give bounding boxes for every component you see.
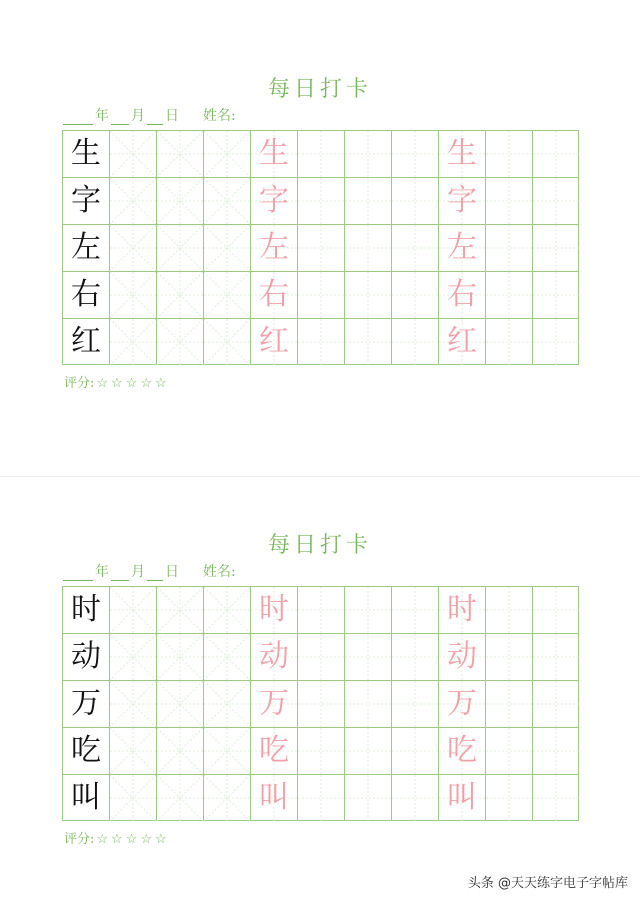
grid-cell[interactable]: [532, 177, 579, 224]
grid-cell: [62, 727, 109, 774]
grid-cell[interactable]: [391, 318, 438, 365]
model-character: 左: [71, 230, 101, 265]
grid-cell[interactable]: [297, 271, 344, 318]
grid-row: [62, 727, 582, 774]
trace-character: 万: [259, 686, 289, 721]
grid-row: [62, 177, 582, 224]
guide-lines: [486, 178, 532, 224]
practice-sheet-2: [0, 456, 640, 906]
guide-lines: [345, 775, 391, 821]
trace-character: 字: [259, 183, 289, 218]
grid-cell[interactable]: [391, 633, 438, 680]
grid-cell[interactable]: [532, 318, 579, 365]
guide-lines: [298, 272, 344, 318]
grid-cell[interactable]: [438, 271, 485, 318]
practice-grid: [62, 586, 582, 822]
guide-lines: [204, 225, 250, 271]
grid-cell[interactable]: [344, 586, 391, 633]
year-label: 年: [95, 564, 109, 580]
score-line: [64, 372, 170, 391]
guide-lines: [110, 587, 156, 633]
grid-cell: [62, 224, 109, 271]
grid-cell[interactable]: [203, 130, 250, 177]
sheet-title: 每日打卡: [267, 533, 372, 558]
grid-cell[interactable]: [203, 586, 250, 633]
grid-cell[interactable]: [391, 774, 438, 821]
grid-cell[interactable]: [344, 774, 391, 821]
grid-cell[interactable]: [109, 727, 156, 774]
grid-cell[interactable]: [532, 224, 579, 271]
grid-cell[interactable]: [297, 727, 344, 774]
grid-cell[interactable]: [156, 727, 203, 774]
guide-lines: [110, 131, 156, 177]
grid-cell[interactable]: [485, 727, 532, 774]
grid-row: [62, 633, 582, 680]
guide-lines: [533, 319, 579, 365]
grid-cell[interactable]: [344, 177, 391, 224]
grid-cell[interactable]: [203, 271, 250, 318]
guide-lines: [157, 272, 203, 318]
grid-cell[interactable]: [156, 318, 203, 365]
trace-character: 万: [447, 686, 477, 721]
grid-cell[interactable]: [156, 130, 203, 177]
grid-cell[interactable]: [250, 774, 297, 821]
grid-cell[interactable]: [485, 130, 532, 177]
guide-lines: [533, 587, 579, 633]
grid-cell[interactable]: [344, 130, 391, 177]
guide-lines: [298, 681, 344, 727]
grid-cell[interactable]: [156, 177, 203, 224]
watermark: 头条 @天天练字电子字帖库: [467, 876, 628, 891]
guide-lines: [533, 225, 579, 271]
grid-cell[interactable]: [250, 271, 297, 318]
grid-cell[interactable]: [391, 727, 438, 774]
grid-cell[interactable]: [297, 177, 344, 224]
grid-cell[interactable]: [156, 633, 203, 680]
guide-lines: [392, 225, 438, 271]
guide-lines: [157, 225, 203, 271]
guide-lines: [533, 178, 579, 224]
guide-lines: [345, 225, 391, 271]
guide-lines: [110, 775, 156, 821]
model-character: 吃: [71, 733, 101, 768]
trace-character: 生: [447, 136, 477, 171]
practice-sheet-1: [0, 0, 640, 450]
grid-cell[interactable]: [391, 680, 438, 727]
guide-lines: [157, 319, 203, 365]
grid-cell[interactable]: [485, 271, 532, 318]
guide-lines: [392, 775, 438, 821]
trace-character: 红: [259, 324, 289, 359]
guide-lines: [486, 319, 532, 365]
month-blank[interactable]: [111, 566, 129, 581]
model-character: 动: [71, 639, 101, 674]
grid-cell[interactable]: [485, 177, 532, 224]
day-label: 日: [165, 108, 179, 124]
grid-cell[interactable]: [156, 586, 203, 633]
guide-lines: [298, 587, 344, 633]
grid-cell[interactable]: [438, 633, 485, 680]
model-character: 生: [71, 136, 101, 171]
grid-cell[interactable]: [203, 727, 250, 774]
grid-cell[interactable]: [203, 633, 250, 680]
grid-cell[interactable]: [391, 130, 438, 177]
grid-cell[interactable]: [391, 177, 438, 224]
guide-lines: [157, 634, 203, 680]
guide-lines: [204, 319, 250, 365]
guide-lines: [345, 319, 391, 365]
guide-lines: [533, 272, 579, 318]
guide-lines: [345, 178, 391, 224]
rating-stars[interactable]: ☆☆☆☆☆: [96, 832, 170, 847]
grid-cell: [62, 633, 109, 680]
grid-cell[interactable]: [391, 271, 438, 318]
grid-cell[interactable]: [203, 177, 250, 224]
guide-lines: [533, 131, 579, 177]
guide-lines: [157, 681, 203, 727]
trace-character: 右: [447, 277, 477, 312]
guide-lines: [298, 728, 344, 774]
guide-lines: [345, 681, 391, 727]
year-blank[interactable]: [63, 566, 93, 581]
grid-cell[interactable]: [532, 680, 579, 727]
grid-cell[interactable]: [297, 224, 344, 271]
year-blank[interactable]: [63, 110, 93, 125]
grid-cell[interactable]: [485, 680, 532, 727]
trace-character: 生: [259, 136, 289, 171]
model-character: 红: [71, 324, 101, 359]
sheet-title: 每日打卡: [267, 77, 372, 102]
trace-character: 叫: [447, 780, 477, 815]
grid-cell[interactable]: [297, 318, 344, 365]
grid-cell[interactable]: [485, 318, 532, 365]
guide-lines: [110, 634, 156, 680]
grid-cell[interactable]: [250, 130, 297, 177]
grid-cell[interactable]: [203, 774, 250, 821]
guide-lines: [345, 728, 391, 774]
guide-lines: [110, 728, 156, 774]
grid-cell[interactable]: [109, 774, 156, 821]
year-label: 年: [95, 108, 109, 124]
grid-cell[interactable]: [203, 224, 250, 271]
guide-lines: [110, 272, 156, 318]
guide-lines: [392, 319, 438, 365]
grid-cell: [62, 586, 109, 633]
grid-cell[interactable]: [438, 130, 485, 177]
grid-cell[interactable]: [250, 633, 297, 680]
grid-cell[interactable]: [391, 224, 438, 271]
guide-lines: [110, 319, 156, 365]
trace-character: 叫: [259, 780, 289, 815]
guide-lines: [392, 728, 438, 774]
grid-row: [62, 318, 582, 365]
grid-cell[interactable]: [344, 633, 391, 680]
guide-lines: [392, 634, 438, 680]
grid-cell[interactable]: [297, 774, 344, 821]
grid-cell[interactable]: [485, 224, 532, 271]
guide-lines: [157, 587, 203, 633]
guide-lines: [345, 131, 391, 177]
day-blank[interactable]: [147, 566, 163, 581]
trace-character: 时: [447, 592, 477, 627]
model-character: 时: [71, 592, 101, 627]
trace-character: 动: [259, 639, 289, 674]
guide-lines: [157, 775, 203, 821]
grid-cell[interactable]: [109, 586, 156, 633]
grid-cell[interactable]: [203, 680, 250, 727]
grid-cell[interactable]: [297, 680, 344, 727]
guide-lines: [486, 775, 532, 821]
date-name-line: [63, 105, 236, 125]
grid-cell[interactable]: [109, 318, 156, 365]
grid-cell[interactable]: [532, 130, 579, 177]
trace-character: 字: [447, 183, 477, 218]
grid-cell[interactable]: [344, 318, 391, 365]
guide-lines: [204, 681, 250, 727]
guide-lines: [157, 131, 203, 177]
guide-lines: [486, 587, 532, 633]
guide-lines: [204, 131, 250, 177]
grid-cell: [62, 177, 109, 224]
grid-cell[interactable]: [532, 774, 579, 821]
name-label: 姓名:: [203, 108, 236, 124]
guide-lines: [110, 225, 156, 271]
grid-cell[interactable]: [109, 130, 156, 177]
grid-row: [62, 271, 582, 318]
model-character: 万: [71, 686, 101, 721]
grid-cell[interactable]: [250, 177, 297, 224]
grid-cell[interactable]: [156, 271, 203, 318]
grid-cell[interactable]: [250, 224, 297, 271]
grid-cell[interactable]: [438, 727, 485, 774]
grid-cell[interactable]: [438, 680, 485, 727]
guide-lines: [533, 728, 579, 774]
score-label: 评分:: [64, 832, 95, 847]
guide-lines: [392, 178, 438, 224]
grid-cell[interactable]: [391, 586, 438, 633]
trace-character: 左: [259, 230, 289, 265]
grid-cell[interactable]: [438, 224, 485, 271]
grid-cell[interactable]: [109, 680, 156, 727]
score-label: 评分:: [64, 376, 95, 391]
guide-lines: [298, 634, 344, 680]
grid-cell[interactable]: [485, 586, 532, 633]
trace-character: 右: [259, 277, 289, 312]
grid-cell[interactable]: [297, 130, 344, 177]
score-line: [64, 828, 170, 847]
day-label: 日: [165, 564, 179, 580]
grid-cell[interactable]: [109, 224, 156, 271]
grid-cell[interactable]: [250, 680, 297, 727]
grid-cell: [62, 680, 109, 727]
guide-lines: [204, 775, 250, 821]
grid-cell[interactable]: [297, 633, 344, 680]
guide-lines: [204, 634, 250, 680]
guide-lines: [204, 178, 250, 224]
grid-cell[interactable]: [344, 271, 391, 318]
grid-cell[interactable]: [485, 774, 532, 821]
model-character: 右: [71, 277, 101, 312]
trace-character: 吃: [259, 733, 289, 768]
grid-cell[interactable]: [109, 633, 156, 680]
guide-lines: [486, 634, 532, 680]
grid-cell[interactable]: [250, 586, 297, 633]
guide-lines: [486, 681, 532, 727]
practice-grid: [62, 130, 582, 366]
grid-cell[interactable]: [438, 318, 485, 365]
grid-cell[interactable]: [438, 177, 485, 224]
trace-character: 吃: [447, 733, 477, 768]
grid-cell[interactable]: [109, 177, 156, 224]
grid-cell[interactable]: [532, 271, 579, 318]
guide-lines: [533, 775, 579, 821]
guide-lines: [298, 225, 344, 271]
guide-lines: [392, 131, 438, 177]
grid-cell[interactable]: [532, 727, 579, 774]
grid-cell[interactable]: [250, 318, 297, 365]
grid-cell[interactable]: [250, 727, 297, 774]
model-character: 叫: [71, 780, 101, 815]
model-character: 字: [71, 183, 101, 218]
guide-lines: [486, 225, 532, 271]
grid-cell[interactable]: [156, 224, 203, 271]
grid-row: [62, 130, 582, 177]
month-label: 月: [131, 564, 145, 580]
guide-lines: [157, 178, 203, 224]
grid-cell[interactable]: [344, 727, 391, 774]
date-name-line: [63, 561, 236, 581]
guide-lines: [298, 775, 344, 821]
guide-lines: [204, 587, 250, 633]
trace-character: 红: [447, 324, 477, 359]
grid-cell[interactable]: [532, 633, 579, 680]
guide-lines: [345, 634, 391, 680]
guide-lines: [392, 587, 438, 633]
guide-lines: [533, 681, 579, 727]
grid-cell[interactable]: [532, 586, 579, 633]
grid-cell[interactable]: [344, 680, 391, 727]
day-blank[interactable]: [147, 110, 163, 125]
grid-cell: [62, 318, 109, 365]
trace-character: 时: [259, 592, 289, 627]
guide-lines: [392, 272, 438, 318]
grid-cell[interactable]: [485, 633, 532, 680]
grid-row: [62, 680, 582, 727]
guide-lines: [533, 634, 579, 680]
guide-lines: [110, 178, 156, 224]
grid-row: [62, 774, 582, 821]
grid-cell[interactable]: [203, 318, 250, 365]
guide-lines: [298, 319, 344, 365]
grid-cell[interactable]: [297, 586, 344, 633]
grid-cell: [62, 130, 109, 177]
trace-character: 动: [447, 639, 477, 674]
guide-lines: [157, 728, 203, 774]
guide-lines: [204, 272, 250, 318]
grid-cell[interactable]: [109, 271, 156, 318]
guide-lines: [486, 272, 532, 318]
guide-lines: [110, 681, 156, 727]
guide-lines: [486, 728, 532, 774]
grid-row: [62, 586, 582, 633]
trace-character: 左: [447, 230, 477, 265]
guide-lines: [392, 681, 438, 727]
guide-lines: [345, 272, 391, 318]
grid-cell[interactable]: [438, 774, 485, 821]
guide-lines: [204, 728, 250, 774]
guide-lines: [345, 587, 391, 633]
guide-lines: [486, 131, 532, 177]
grid-cell[interactable]: [156, 680, 203, 727]
guide-lines: [298, 131, 344, 177]
grid-row: [62, 224, 582, 271]
month-blank[interactable]: [111, 110, 129, 125]
grid-cell: [62, 271, 109, 318]
grid-cell[interactable]: [156, 774, 203, 821]
month-label: 月: [131, 108, 145, 124]
grid-cell: [62, 774, 109, 821]
grid-cell[interactable]: [344, 224, 391, 271]
rating-stars[interactable]: ☆☆☆☆☆: [96, 376, 170, 391]
guide-lines: [298, 178, 344, 224]
name-label: 姓名:: [203, 564, 236, 580]
grid-cell[interactable]: [438, 586, 485, 633]
